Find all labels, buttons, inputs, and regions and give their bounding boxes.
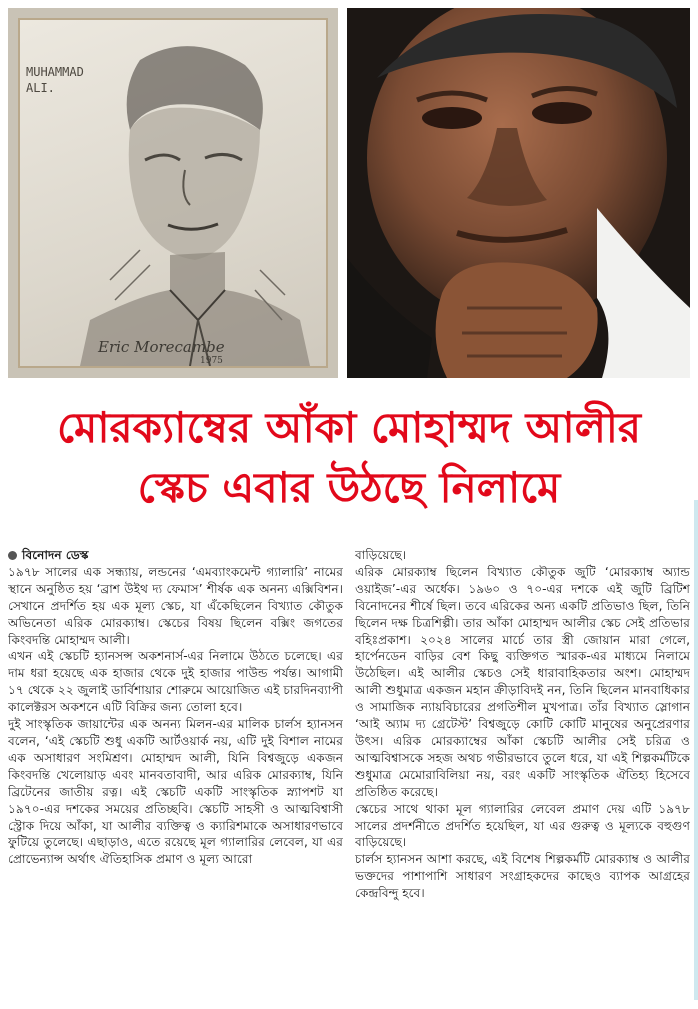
sketch-image (8, 8, 338, 378)
right-edge-rule (694, 500, 698, 1000)
sketch-signature: Eric Morecambe (98, 338, 225, 356)
headline-line-1: মোরক্যাম্বের আঁকা মোহাম্মদ আলীর (57, 403, 641, 452)
paragraph: স্কেচের সাথে থাকা মূল গ্যালারির লেবেল প্রমাণ দেয় এটি ১৯৭৮ সালের প্রদর্শনীতে প্রদর্শিত হয়েছিল, যা এর গুরুত্ব ও মূল্যকে বহুগুণ বাড়িয়েছে। (355, 801, 690, 850)
sketch-paper (18, 18, 328, 368)
paragraph: ১৯৭৮ সালের এক সন্ধ্যায়, লন্ডনের ‘এমব্যাংকমেন্ট গ্যালারি’ নামের স্থানে অনুষ্ঠিত হয় ‘ব্রাশ উইথ দ্য ফেমাস’ শীর্ষক এক অনন্য এক্সিবিশন। সেখানে প্রদর্শিত হয় এক মূল্য স্কেচ, যা এঁকেছিলেন বিখ্যাত কৌতুক অভিনেতা এরিক মোরক্যাম্ব। স্কেচের বিষয় ছিলেন বক্সিং জগতের কিংবদন্তি মোহাম্মদ আলী। (8, 564, 343, 647)
paragraph: দুই সাংস্কৃতিক জায়ান্টের এক অনন্য মিলন-এর মালিক চার্লস হ্যানসন বলেন, ‘এই স্কেচটি শুধু একটি আর্টওয়ার্ক নয়, এটি দুই বিশাল নামের এক অসাধারণ সংমিশ্রণ। মোহাম্মদ আলী, যিনি বিশ্বজুড়ে একজন কিংবদন্তি খেলোয়াড় এবং মানবতাবাদী, আর এরিক মোরক্যাম্ব, যিনি ব্রিটেনের জাতীয় রত্ন। এই স্কেচটি একটি সাংস্কৃতিক স্ন্যাপশট যা ১৯৭০-এর দশকের সময়ের প্রতিচ্ছবি। স্কেচটি সাহসী ও আত্মবিশ্বাসী স্ট্রোক দিয়ে আঁকা, যা আলীর ব্যক্তিত্ব ও ক্যারিশমাকে অসাধারণভাবে ফুটিয়ে তুলেছে। এছাড়াও, এতে রয়েছে মূল গ্যালারির লেবেল, যা এর প্রোভেন্যান্স অর্থাৎ ঐতিহাসিক প্রমাণ ও মূল্য আরো (8, 717, 343, 867)
paragraph: এখন এই স্কেচটি হ্যানসন্স অকশনার্স-এর নিলামে উঠতে চলেছে। এর দাম ধরা হয়েছে এক হাজার থেকে দুই হাজার পাউন্ড পর্যন্ত। আগামী ১৭ থেকে ২২ জুলাই ডার্বিশায়ার শোরুমে আয়োজিত এই চারদিনব্যাপী কালেক্টরস অকশনে এটি বিক্রির জন্য তোলা হবে। (8, 649, 343, 715)
column-right (355, 547, 690, 1002)
paragraph: বাড়িয়েছে। (355, 548, 407, 562)
paragraph: চার্লস হ্যানসন আশা করছে, এই বিশেষ শিল্পকর্মটি মোরক্যাম্ব ও আলীর ভক্তদের পাশাপাশি সাধারণ সংগ্রাহকদের কাছেও ব্যাপক আগ্রহের কেন্দ্রবিন্দু হবে। (355, 852, 690, 901)
sketch-year: 1975 (200, 356, 223, 366)
article-body (8, 547, 690, 1002)
ali-portrait-illustration (347, 8, 690, 378)
headline-line-2: স্কেচ এবার উঠছে নিলামে (137, 463, 561, 512)
sketch-inscription: MUHAMMAD ALI. (26, 65, 84, 95)
byline (8, 547, 343, 564)
column-left (8, 547, 343, 1002)
bullet-icon (8, 551, 17, 560)
byline-text: বিনোদন ডেস্ক (22, 548, 89, 562)
paragraph: এরিক মোরক্যাম্ব ছিলেন বিখ্যাত কৌতুক জুটি ‘মোরক্যাম্ব অ্যান্ড ওয়াইজ’-এর অর্ধেক। ১৯৬০ ও ৭০-এর দশকে এই জুটি ব্রিটিশ বিনোদনের শীর্ষে ছিল। তবে এরিকের অন্য একটি প্রতিভাও ছিল, তিনি ছিলেন দক্ষ চিত্রশিল্পী। তার আঁকা মোহাম্মদ আলীর স্কেচ সেই প্রতিভার বহিঃপ্রকাশ। ২০২৪ সালের মার্চে তার স্ত্রী জোয়ান মারা গেলে, হার্পেনডেন বাড়ির বেশ কিছু ব্যক্তিগত স্মারক-এর মাধ্যমে নিলামে উঠেছিল। এই আলীর স্কেচও সেই ধারাবাহিকতার অংশ। মোহাম্মদ আলী শুধুমাত্র একজন মহান ক্রীড়াবিদই নন, তিনি ছিলেন মানবাধিকার ও সামাজিক ন্যায়বিচারের প্রগতিশীল মুখপাত্র। তাঁর বিখ্যাত স্লোগান ‘আই অ্যাম দ্য গ্রেটেস্ট’ বিশ্বজুড়ে কোটি কোটি মানুষের অনুপ্রেরণার উৎস। এরিক মোরক্যাম্বের আঁকা স্কেচটি আলীর সেই চরিত্র ও আত্মবিশ্বাসকে সহজ অথচ গভীরভাবে তুলে ধরে, যা এই শিল্পকর্মটিকে শুধুমাত্র মেমোরাবিলিয়া নয়, বরং একটি সাংস্কৃতিক ঐতিহ্য হিসেবে প্রতিষ্ঠিত করেছে। (355, 564, 690, 799)
headline (10, 398, 688, 518)
ali-photo (347, 8, 690, 378)
photo-row (0, 0, 698, 390)
